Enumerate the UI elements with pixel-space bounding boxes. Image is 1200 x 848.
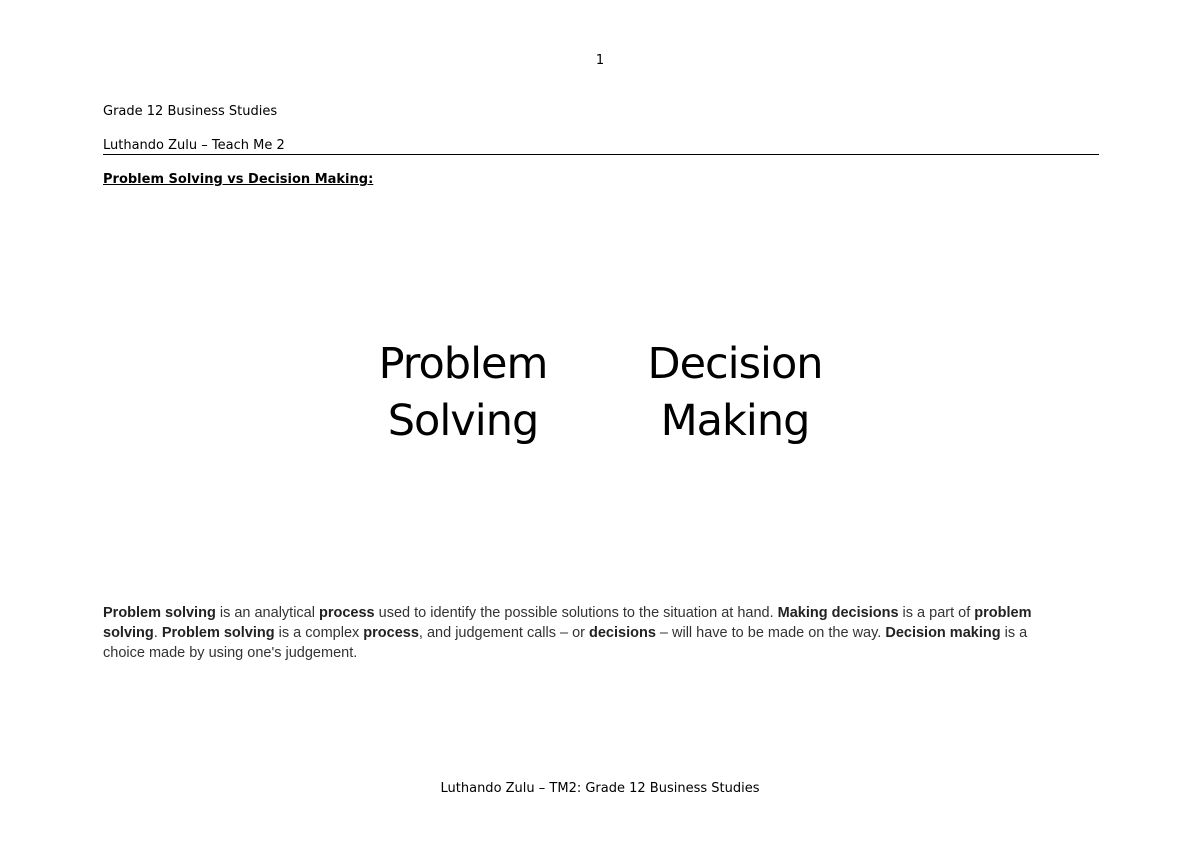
page-number: 1	[595, 53, 605, 68]
decision-making-word-1: Decision	[647, 339, 823, 389]
decision-making-graphic	[635, 336, 835, 450]
page-footer: Luthando Zulu – TM2: Grade 12 Business Studies	[440, 781, 760, 796]
document-subject-header: Grade 12 Business Studies	[103, 104, 278, 119]
term-problem-solving: problem solving	[103, 605, 1032, 641]
paragraph-text: , and judgement calls – or	[418, 625, 589, 641]
problem-solving-word-1: Problem	[378, 339, 548, 389]
paragraph-text: is a choice made by using one's judgement.	[103, 625, 1028, 661]
problem-solving-word-2: Solving	[387, 396, 539, 446]
paragraph-text: used to identify the possible solutions to the situation at hand.	[374, 605, 778, 621]
term-making-decisions: Making decisions	[777, 605, 899, 621]
header-divider	[103, 154, 1099, 155]
paragraph-text: .	[153, 625, 162, 641]
decision-making-word-2: Making	[660, 396, 810, 446]
problem-solving-graphic	[363, 336, 563, 450]
term-problem-solving: Problem solving	[161, 625, 275, 641]
term-decision-making: Decision making	[885, 625, 1001, 641]
paragraph-text: – will have to be made on the way.	[655, 625, 886, 641]
definition-paragraph	[103, 603, 1033, 663]
section-heading: Problem Solving vs Decision Making:	[103, 172, 374, 187]
term-process: process	[363, 625, 419, 641]
paragraph-text: is an analytical	[215, 605, 319, 621]
paragraph-text: is a complex	[274, 625, 364, 641]
term-process: process	[318, 605, 375, 621]
paragraph-text: is a part of	[898, 605, 975, 621]
term-decisions: decisions	[589, 625, 656, 641]
document-author-header: Luthando Zulu – Teach Me 2	[103, 138, 285, 153]
term-problem-solving: Problem solving	[103, 605, 216, 621]
